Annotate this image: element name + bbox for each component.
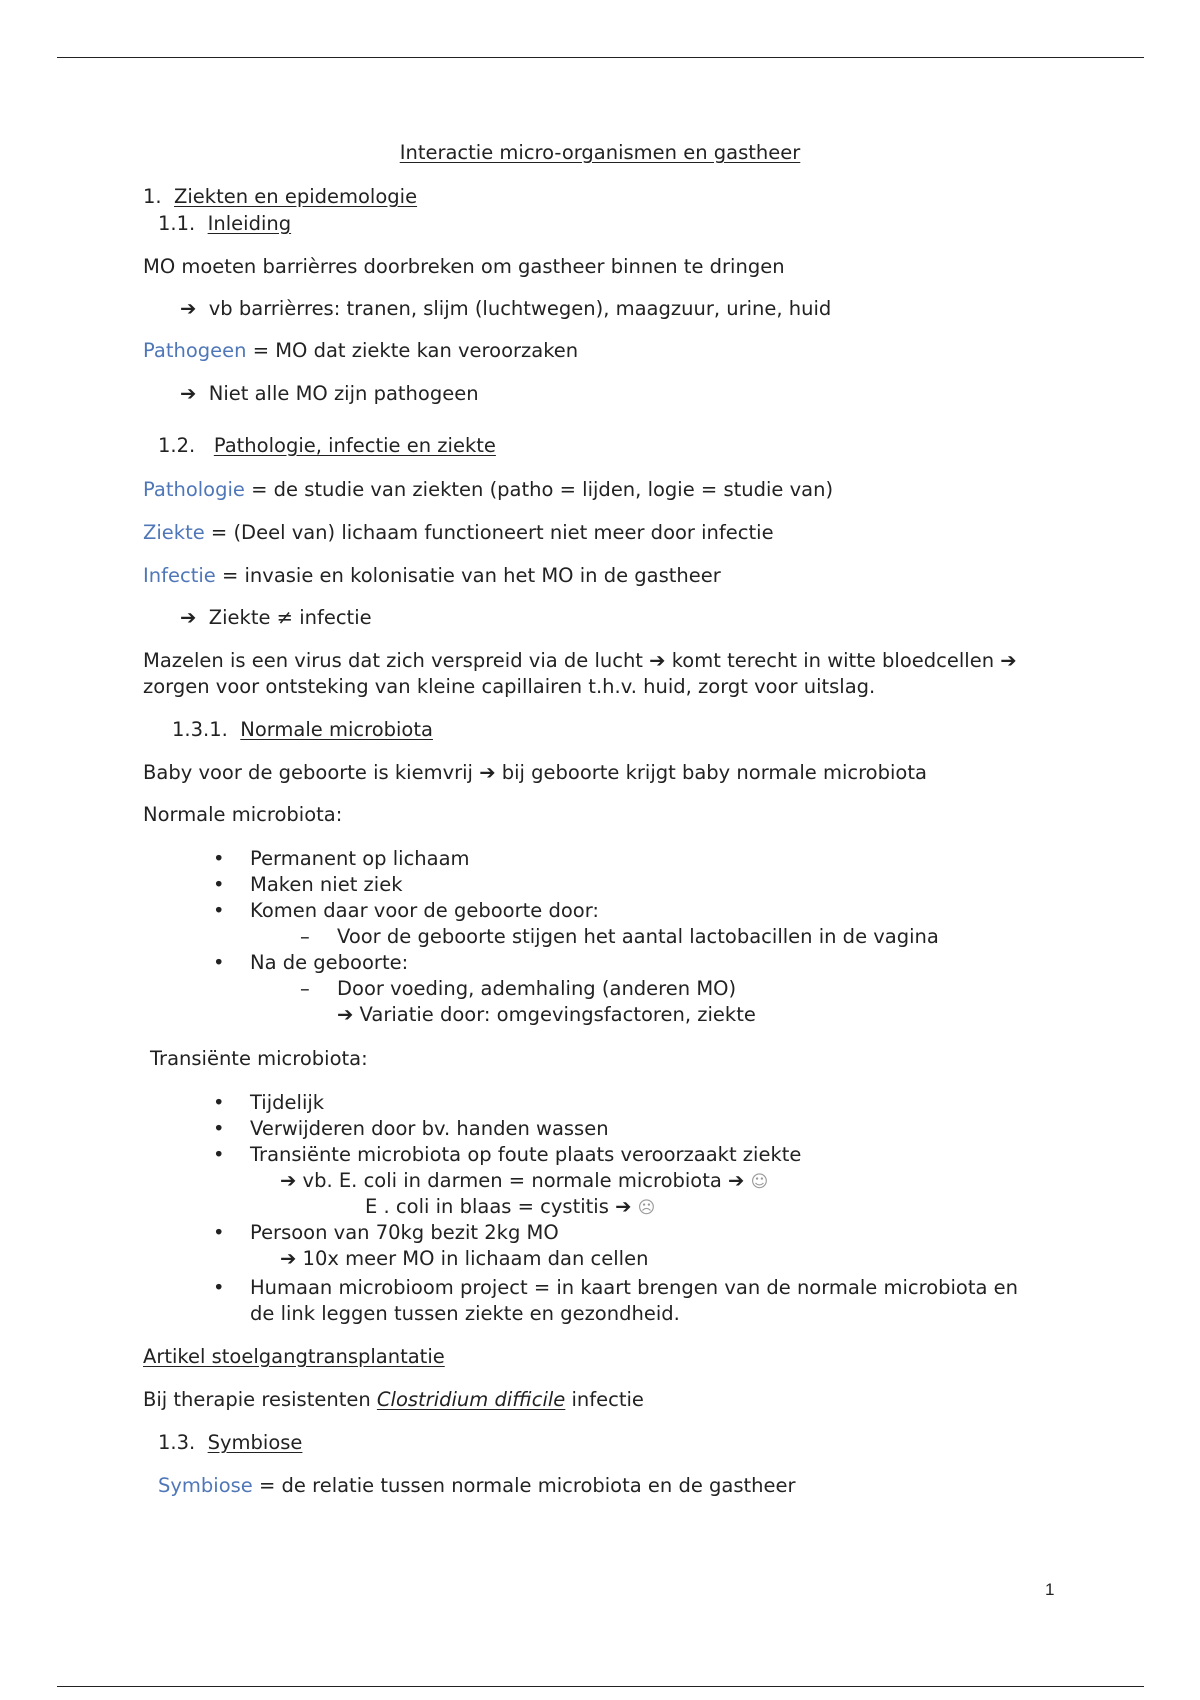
paragraph-mazelen-2: zorgen voor ontsteking van kleine capillairen t.h.v. huid, zorgt voor uitslag. [143,675,876,698]
definition-infectie: Infectie = invasie en kolonisatie van het MO in de gastheer [143,564,721,587]
arrow-line: ➔ Niet alle MO zijn pathogeen [180,382,479,405]
list-item-continued: de link leggen tussen ziekte en gezondheid. [250,1302,680,1325]
arrow-icon: ➔ [649,649,666,672]
artikel-paragraph: Bij therapie resistenten Clostridium difficile infectie [143,1388,644,1411]
list-item: Transiënte microbiota op foute plaats veroorzaakt ziekte [250,1143,802,1166]
section-heading-1: 1. Ziekten en epidemologie [143,185,418,208]
list-item: Na de geboorte: [250,951,409,974]
page-title: Interactie micro-organismen en gastheer [399,141,801,164]
paragraph-baby: Baby voor de geboorte is kiemvrij ➔ bij geboorte krijgt baby normale microbiota [143,761,927,784]
frown-icon: ☹ [637,1198,656,1218]
list-subitem-arrow: ➔ vb. E. coli in darmen = normale microbiota ➔ ☺ [280,1169,769,1192]
arrow-icon: ➔ [1000,649,1017,672]
arrow-icon: ➔ [615,1195,632,1218]
list-dash: – [300,977,310,1000]
list-dash: – [300,925,310,948]
list-bullet: • [213,899,225,922]
list-bullet: • [213,1276,225,1299]
list-bullet: • [213,1143,225,1166]
section-heading-1-3-1: 1.3.1. Normale microbiota [172,718,433,741]
transient-microbiota-heading: Transiënte microbiota: [150,1047,368,1070]
arrow-icon: ➔ [479,761,496,784]
list-subitem: Door voeding, ademhaling (anderen MO) [337,977,737,1000]
list-item: Maken niet ziek [250,873,403,896]
list-bullet: • [213,873,225,896]
arrow-icon: ➔ [180,606,197,629]
list-item: Persoon van 70kg bezit 2kg MO [250,1221,559,1244]
list-subitem-arrow: ➔ Variatie door: omgevingsfactoren, ziekte [337,1003,756,1026]
list-item: Humaan microbioom project = in kaart brengen van de normale microbiota en [250,1276,1019,1299]
list-bullet: • [213,1117,225,1140]
list-bullet: • [213,1221,225,1244]
normale-microbiota-heading: Normale microbiota: [143,803,343,826]
paragraph: MO moeten barrièrres doorbreken om gastheer binnen te dringen [143,255,785,278]
definition-pathologie: Pathologie = de studie van ziekten (patho = lijden, logie = studie van) [143,478,834,501]
definition-ziekte: Ziekte = (Deel van) lichaam functioneert niet meer door infectie [143,521,774,544]
list-bullet: • [213,1091,225,1114]
definition-pathogeen: Pathogeen = MO dat ziekte kan veroorzaken [143,339,579,362]
paragraph-mazelen-1: Mazelen is een virus dat zich verspreid via de lucht ➔ komt terecht in witte bloedcellen ➔ [143,649,1017,672]
section-heading-1-1: 1.1. Inleiding [158,212,292,235]
arrow-line: ➔ Ziekte ≠ infectie [180,606,372,629]
list-item: Verwijderen door bv. handen wassen [250,1117,609,1140]
section-heading-1-3: 1.3. Symbiose [158,1431,303,1454]
smile-icon: ☺ [750,1172,769,1192]
arrow-icon: ➔ [337,1003,354,1026]
definition-symbiose: Symbiose = de relatie tussen normale microbiota en de gastheer [158,1474,796,1497]
page-number: 1 [1045,1580,1055,1599]
footer-rule [57,1686,1144,1687]
list-bullet: • [213,951,225,974]
list-bullet: • [213,847,225,870]
arrow-line: ➔ vb barrièrres: tranen, slijm (luchtwegen), maagzuur, urine, huid [180,297,832,320]
list-item: Permanent op lichaam [250,847,470,870]
arrow-icon: ➔ [728,1169,745,1192]
list-item: Komen daar voor de geboorte door: [250,899,599,922]
list-subitem: E . coli in blaas = cystitis ➔ ☹ [365,1195,656,1218]
section-heading-1-2: 1.2. Pathologie, infectie en ziekte [158,434,496,457]
arrow-icon: ➔ [180,382,197,405]
arrow-icon: ➔ [180,297,197,320]
artikel-heading: Artikel stoelgangtransplantatie [143,1345,445,1368]
list-item: Tijdelijk [250,1091,325,1114]
list-subitem: Voor de geboorte stijgen het aantal lactobacillen in de vagina [337,925,939,948]
arrow-icon: ➔ [280,1169,297,1192]
list-subitem-arrow: ➔ 10x meer MO in lichaam dan cellen [280,1247,649,1270]
arrow-icon: ➔ [280,1247,297,1270]
header-rule [57,57,1144,58]
